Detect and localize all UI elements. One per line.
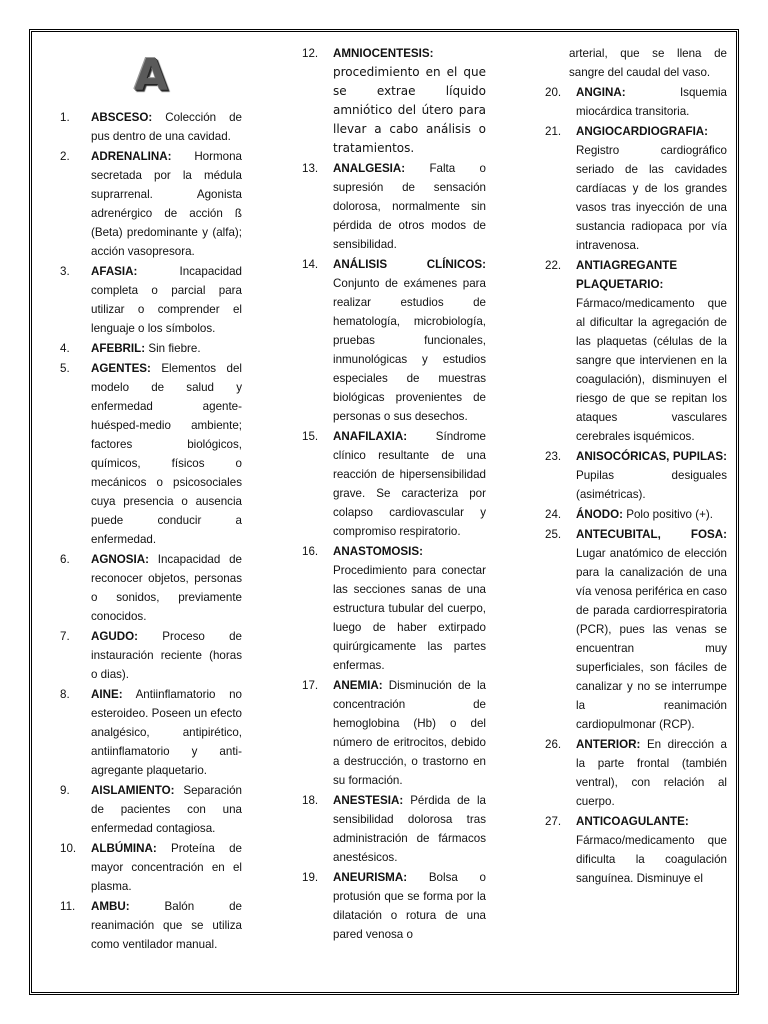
glossary-entry <box>545 525 727 734</box>
entry-term: ABSCESO: <box>91 111 153 124</box>
entry-term: AGNOSIA: <box>91 553 149 566</box>
entry-definition: Isquemia miocárdica transitoria. <box>576 86 727 118</box>
entry-definition: Separación de pacientes con una enfermedad contagiosa. <box>91 784 242 835</box>
glossary-entry <box>545 735 727 811</box>
entry-number: 25. <box>545 528 562 541</box>
glossary-entry <box>60 685 242 780</box>
entry-term: ANTERIOR: <box>576 738 641 751</box>
glossary-entry <box>545 44 727 82</box>
entry-term: AISLAMIENTO: <box>91 784 175 797</box>
entry-term: AINE: <box>91 688 123 701</box>
glossary-column-2 <box>302 44 486 945</box>
entry-definition: Pérdida de la sensibilidad dolorosa tras administración de fármacos anestésicos. <box>333 794 486 864</box>
glossary-entry <box>302 676 486 790</box>
entry-definition: arterial, que se llena de sangre del caudal del vaso. <box>569 47 727 79</box>
entry-term: ADRENALINA: <box>91 150 172 163</box>
entry-term: AMBU: <box>91 900 130 913</box>
entry-number: 15. <box>302 430 319 443</box>
entry-definition: Bolsa o protusión que se forma por la dilatación o rotura de una pared venosa o <box>333 871 486 941</box>
glossary-entry <box>545 83 727 121</box>
entry-number: 20. <box>545 86 562 99</box>
entry-term: ANASTOMOSIS: <box>333 545 423 558</box>
entry-definition: Registro cardiográfico seriado de las cavidades cardíacas y de los grandes vasos tras inyección de una sustancia radiopaca por vía intravenosa. <box>576 144 727 252</box>
glossary-entry <box>545 505 727 524</box>
glossary-entry <box>545 122 727 255</box>
entry-definition: Proteína de mayor concentración en el plasma. <box>91 842 242 893</box>
entry-number: 8. <box>60 688 70 701</box>
entry-definition: Colección de pus dentro de una cavidad. <box>91 111 242 143</box>
entry-number: 10. <box>60 842 77 855</box>
entry-term: AFASIA: <box>91 265 138 278</box>
entry-number: 3. <box>60 265 70 278</box>
glossary-entry <box>60 839 242 896</box>
entry-number: 14. <box>302 258 319 271</box>
entry-number: 16. <box>302 545 319 558</box>
entry-term: ANALGESIA: <box>333 162 406 175</box>
entry-number: 22. <box>545 259 562 272</box>
entry-definition: Incapacidad completa o parcial para utilizar o comprender el lenguaje o los símbolos. <box>91 265 242 335</box>
entry-definition: Balón de reanimación que se utiliza como ventilador manual. <box>91 900 242 951</box>
entry-definition: Antiinflamatorio no esteroideo. Poseen un efecto analgésico, antipirético, antiinflamatorio y anti-agregante plaquetario. <box>91 688 242 777</box>
glossary-entry <box>302 791 486 867</box>
glossary-entry <box>60 339 242 358</box>
glossary-entry <box>60 262 242 338</box>
glossary-entry <box>302 255 486 426</box>
entry-definition: Fármaco/medicamento que dificulta la coagulación sanguínea. Disminuye el <box>576 834 727 885</box>
entry-term: ANAFILAXIA: <box>333 430 408 443</box>
entry-definition: Síndrome clínico resultante de una reacción de hipersensibilidad grave. Se caracteriza por colapso cardiovascular y compromiso respiratorio. <box>333 430 486 538</box>
entry-number: 5. <box>60 362 70 375</box>
entry-definition: Sin fiebre. <box>148 342 201 355</box>
glossary-entry <box>302 868 486 944</box>
entry-number: 27. <box>545 815 562 828</box>
entry-definition: Falta o supresión de sensación dolorosa, normalmente sin pérdida de otros modos de sensibilidad. <box>333 162 486 251</box>
entry-term: ANISOCÓRICAS, PUPILAS: <box>576 450 727 463</box>
entry-term: ANTICOAGULANTE: <box>576 815 689 828</box>
entry-definition: Proceso de instauración reciente (horas o dias). <box>91 630 242 681</box>
entry-term: ANTECUBITAL, FOSA: <box>576 528 727 541</box>
entry-definition: Pupilas desiguales (asimétricas). <box>576 469 727 501</box>
entry-term: ANESTESIA: <box>333 794 404 807</box>
entry-definition: Conjunto de exámenes para realizar estudios de hematología, microbiología, pruebas funcionales, inmunológicas y estudios especiales de muestras biológicas provenientes de personas o sus desechos. <box>333 277 486 423</box>
glossary-entry <box>302 159 486 254</box>
glossary-entry <box>60 897 242 954</box>
entry-number: 19. <box>302 871 319 884</box>
entry-term: AFEBRIL: <box>91 342 146 355</box>
entry-term: ÁNODO: <box>576 508 624 521</box>
entry-number: 2. <box>60 150 70 163</box>
entry-number: 1. <box>60 111 70 124</box>
glossary-entry <box>545 812 727 888</box>
entry-term: AGUDO: <box>91 630 139 643</box>
glossary-entry <box>60 108 242 146</box>
entry-definition: Disminución de la concentración de hemoglobina (Hb) o del número de eritrocitos, debido a destrucción, o trastorno en su formación. <box>333 679 486 787</box>
glossary-entry <box>60 627 242 684</box>
glossary-entry <box>545 447 727 504</box>
entry-number: 12. <box>302 47 319 60</box>
entry-definition: Elementos del modelo de salud y enfermedad agente-huésped-medio ambiente; factores biológicos, químicos, físicos o mecánicos o psicosociales cuya presencia o ausencia puede conducir a enfermedad. <box>91 362 242 546</box>
entry-definition: Polo positivo (+). <box>626 508 713 521</box>
entry-number: 17. <box>302 679 319 692</box>
glossary-entry <box>302 542 486 675</box>
glossary-column-1 <box>60 52 242 955</box>
entry-term: ALBÚMINA: <box>91 842 157 855</box>
glossary-list-1 <box>60 108 242 954</box>
glossary-list-2 <box>302 44 486 944</box>
entry-number: 7. <box>60 630 70 643</box>
entry-term: ANEMIA: <box>333 679 383 692</box>
entry-number: 18. <box>302 794 319 807</box>
glossary-entry <box>302 427 486 541</box>
glossary-entry <box>302 44 486 158</box>
entry-term: ANGIOCARDIOGRAFIA: <box>576 125 709 138</box>
section-letter-heading: A <box>133 50 169 101</box>
glossary-entry <box>60 359 242 549</box>
entry-term: AMNIOCENTESIS: <box>333 47 434 60</box>
entry-number: 4. <box>60 342 70 355</box>
entry-term: ANÁLISIS CLÍNICOS: <box>333 258 486 271</box>
entry-definition: Procedimiento para conectar las secciones sanas de una estructura tubular del cuerpo, luego de haber extirpado quirúrgicamente las partes enfermas. <box>333 564 486 672</box>
entry-term: ANEURISMA: <box>333 871 408 884</box>
glossary-entry <box>545 256 727 446</box>
entry-number: 21. <box>545 125 562 138</box>
glossary-entry <box>60 550 242 626</box>
entry-definition: Lugar anatómico de elección para la canalización de una vía venosa periférica en caso de parada cardiorrespiratoria (PCR), pues las venas se encuentran muy superficiales, son fáciles de canalizar y no se interrumpe la reanimación cardiopulmonar (RCP). <box>576 547 727 731</box>
entry-term: ANTIAGREGANTE PLAQUETARIO: <box>576 259 678 291</box>
entry-definition: procedimiento en el que se extrae líquido amniótico del útero para llevar a cabo análisis o tratamientos. <box>333 65 486 155</box>
entry-number: 6. <box>60 553 70 566</box>
entry-number: 26. <box>545 738 562 751</box>
entry-number: 11. <box>60 900 76 913</box>
glossary-entry <box>60 781 242 838</box>
entry-definition: Fármaco/medicamento que al dificultar la agregación de las plaquetas (células de la sangre que intervienen en la coagulación), disminuyen el riesgo de que se repitan los ataques vasculares cerebrales isquémicos. <box>576 297 727 443</box>
entry-number: 13. <box>302 162 319 175</box>
entry-number: 9. <box>60 784 70 797</box>
entry-term: ANGINA: <box>576 86 626 99</box>
entry-definition: Hormona secretada por la médula suprarrenal. Agonista adrenérgico de acción ß (Beta) predominante y (alfa); acción vasopresora. <box>91 150 242 258</box>
glossary-entry <box>60 147 242 261</box>
entry-number: 23. <box>545 450 562 463</box>
entry-definition: En dirección a la parte frontal (también ventral), con relación al cuerpo. <box>576 738 727 808</box>
entry-number: 24. <box>545 508 562 521</box>
entry-term: AGENTES: <box>91 362 151 375</box>
entry-definition: Incapacidad de reconocer objetos, personas o sonidos, previamente conocidos. <box>91 553 242 623</box>
glossary-column-3 <box>545 44 727 889</box>
glossary-list-3 <box>545 44 727 888</box>
